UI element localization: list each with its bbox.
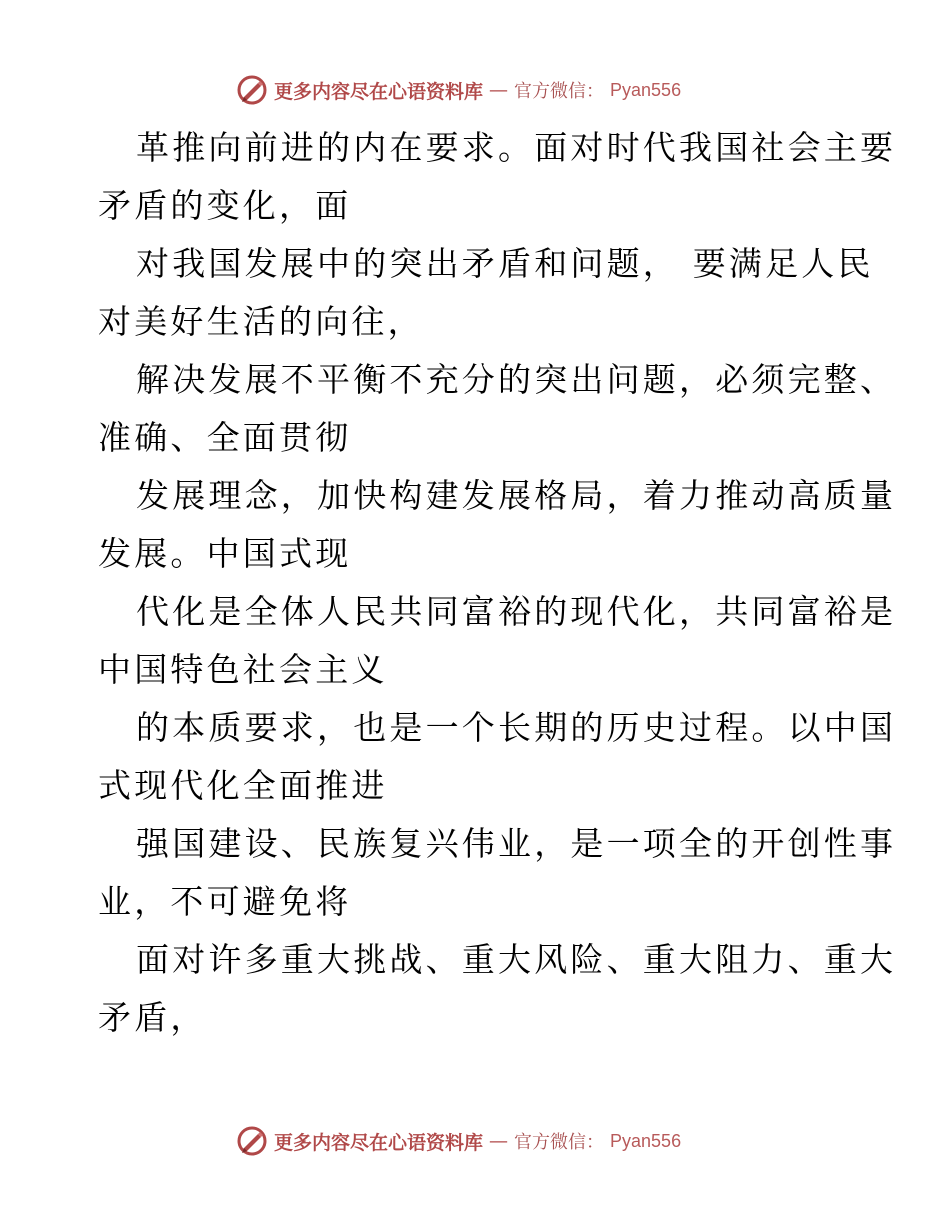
paragraph	[98, 815, 897, 931]
paragraph-line-1: 代化是全体人民共同富裕的现代化，共同富裕是	[136, 592, 897, 631]
paragraph-line-2: 发展。中国式现	[98, 534, 352, 573]
paragraph	[98, 583, 897, 699]
paragraph-line-2: 矛盾的变化，面	[98, 186, 352, 225]
paragraph	[98, 699, 897, 815]
paragraph	[98, 351, 897, 467]
paragraph-line-2: 业，不可避免将	[98, 882, 352, 921]
paragraph-line-2: 准确、全面贯彻	[98, 418, 352, 457]
paragraph-line-1: 发展理念，加快构建发展格局，着力推动高质量	[136, 476, 897, 515]
header-watermark	[236, 73, 681, 107]
paragraph-line-1: 强国建设、民族复兴伟业，是一项全的开创性事	[136, 824, 897, 863]
paragraph-line-2: 对美好生活的向往，	[98, 302, 424, 341]
paragraph	[98, 119, 897, 235]
watermark-dash: —	[489, 1130, 509, 1152]
paragraph-line-1: 解决发展不平衡不充分的突出问题，必须完整、	[136, 360, 897, 399]
paragraph-line-2: 矛盾，	[98, 998, 207, 1037]
paragraph	[98, 467, 897, 583]
paragraph	[98, 931, 897, 1047]
watermark-id-label: 官方微信：	[514, 1132, 605, 1153]
paragraph-line-1: 革推向前进的内在要求。面对时代我国社会主要	[136, 128, 897, 167]
pen-logo-icon	[236, 1125, 268, 1157]
watermark-id-label: 官方微信：	[514, 81, 605, 102]
watermark-dash: —	[489, 79, 509, 101]
paragraph-line-2: 中国特色社会主义	[98, 650, 388, 689]
footer-watermark	[236, 1124, 681, 1158]
paragraph	[98, 235, 874, 351]
pen-logo-icon	[236, 74, 268, 106]
paragraph-line-2: 式现代化全面推进	[98, 766, 388, 805]
watermark-name: 更多内容尽在心语资料库	[274, 80, 484, 103]
paragraph-line-1: 的本质要求，也是一个长期的历史过程。以中国	[136, 708, 897, 747]
paragraph-line-1: 面对许多重大挑战、重大风险、重大阻力、重大	[136, 940, 897, 979]
watermark-id: Pyan556	[610, 79, 682, 100]
watermark-name: 更多内容尽在心语资料库	[274, 1131, 484, 1154]
document-body	[98, 119, 897, 1047]
paragraph-line-1: 对我国发展中的突出矛盾和问题， 要满足人民	[136, 244, 874, 283]
watermark-id: Pyan556	[610, 1130, 682, 1151]
